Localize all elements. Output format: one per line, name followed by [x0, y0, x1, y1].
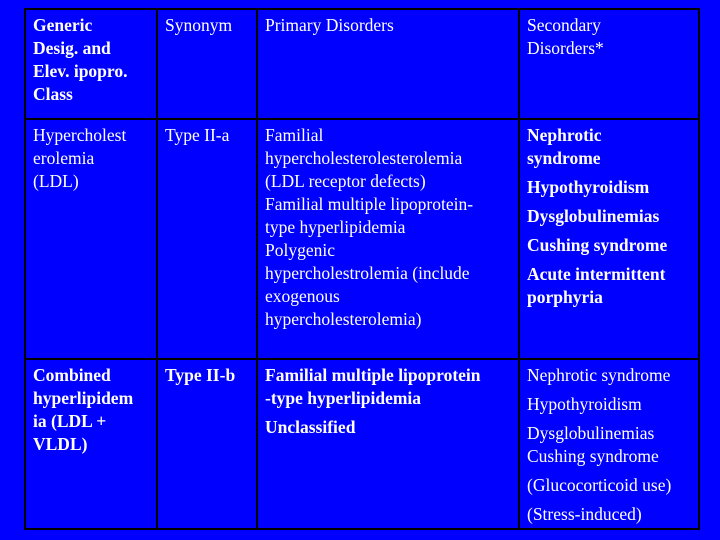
- cell-line: Hypercholest: [33, 125, 127, 145]
- cell-line: hypercholestrolemia (include: [265, 263, 470, 283]
- header-line: Disorders*: [527, 38, 604, 58]
- cell-line: Familial multiple lipoprotein: [265, 365, 481, 385]
- cell-line: Familial: [265, 125, 324, 145]
- header-line: Secondary: [527, 15, 601, 35]
- cell-line: Combined: [33, 365, 111, 385]
- table-header-row: [25, 9, 699, 119]
- synonym-cell: [157, 119, 257, 359]
- cell-line: (Stress-induced): [527, 504, 642, 524]
- cell-line: type hyperlipidemia: [265, 217, 406, 237]
- cell-line: hypercholesterolemia): [265, 309, 422, 329]
- table-row: [25, 119, 699, 359]
- header-line: Desig. and: [33, 38, 111, 58]
- cell-line: -type hyperlipidemia: [265, 388, 422, 408]
- secondary-disorders-cell: [519, 119, 699, 359]
- primary-disorders-cell: [257, 359, 519, 529]
- cell-line: (LDL receptor defects): [265, 171, 426, 191]
- synonym-cell: [157, 359, 257, 529]
- header-line: Elev. ipopro.: [33, 61, 128, 81]
- cell-line: Type II-b: [165, 365, 236, 385]
- cell-line: Unclassified: [265, 417, 356, 437]
- header-line: Class: [33, 84, 73, 104]
- header-secondary-disorders: [519, 9, 699, 119]
- header-line: Generic: [33, 15, 93, 35]
- cell-line: Polygenic: [265, 240, 335, 260]
- cell-line: porphyria: [527, 287, 603, 307]
- header-line: Primary Disorders: [265, 15, 394, 35]
- cell-line: Nephrotic syndrome: [527, 365, 671, 385]
- cell-line: (LDL): [33, 171, 79, 191]
- primary-disorders-cell: [257, 119, 519, 359]
- cell-line: Dysglobulinemias: [527, 423, 655, 443]
- header-primary-disorders: [257, 9, 519, 119]
- header-synonym: [157, 9, 257, 119]
- cell-line: Hypothyroidism: [527, 394, 642, 414]
- cell-line: (Glucocorticoid use): [527, 475, 672, 495]
- header-generic-designation: [25, 9, 157, 119]
- class-cell: [25, 359, 157, 529]
- cell-line: Dysglobulinemias: [527, 206, 660, 226]
- table-row: [25, 359, 699, 529]
- class-cell: [25, 119, 157, 359]
- cell-line: Familial multiple lipoprotein-: [265, 194, 474, 214]
- cell-line: hyperlipidem: [33, 388, 134, 408]
- cell-line: Cushing syndrome: [527, 446, 659, 466]
- cell-line: Cushing syndrome: [527, 235, 668, 255]
- header-line: Synonym: [165, 15, 233, 35]
- cell-line: VLDL): [33, 434, 88, 454]
- secondary-disorders-cell: [519, 359, 699, 529]
- lipoprotein-classification-table: [24, 8, 700, 530]
- cell-line: ia (LDL +: [33, 411, 107, 431]
- cell-line: hypercholesterolesterolemia: [265, 148, 463, 168]
- cell-line: exogenous: [265, 286, 340, 306]
- cell-line: erolemia: [33, 148, 95, 168]
- cell-line: syndrome: [527, 148, 601, 168]
- cell-line: Type II-a: [165, 125, 230, 145]
- cell-line: Nephrotic: [527, 125, 602, 145]
- cell-line: Acute intermittent: [527, 264, 666, 284]
- cell-line: Hypothyroidism: [527, 177, 650, 197]
